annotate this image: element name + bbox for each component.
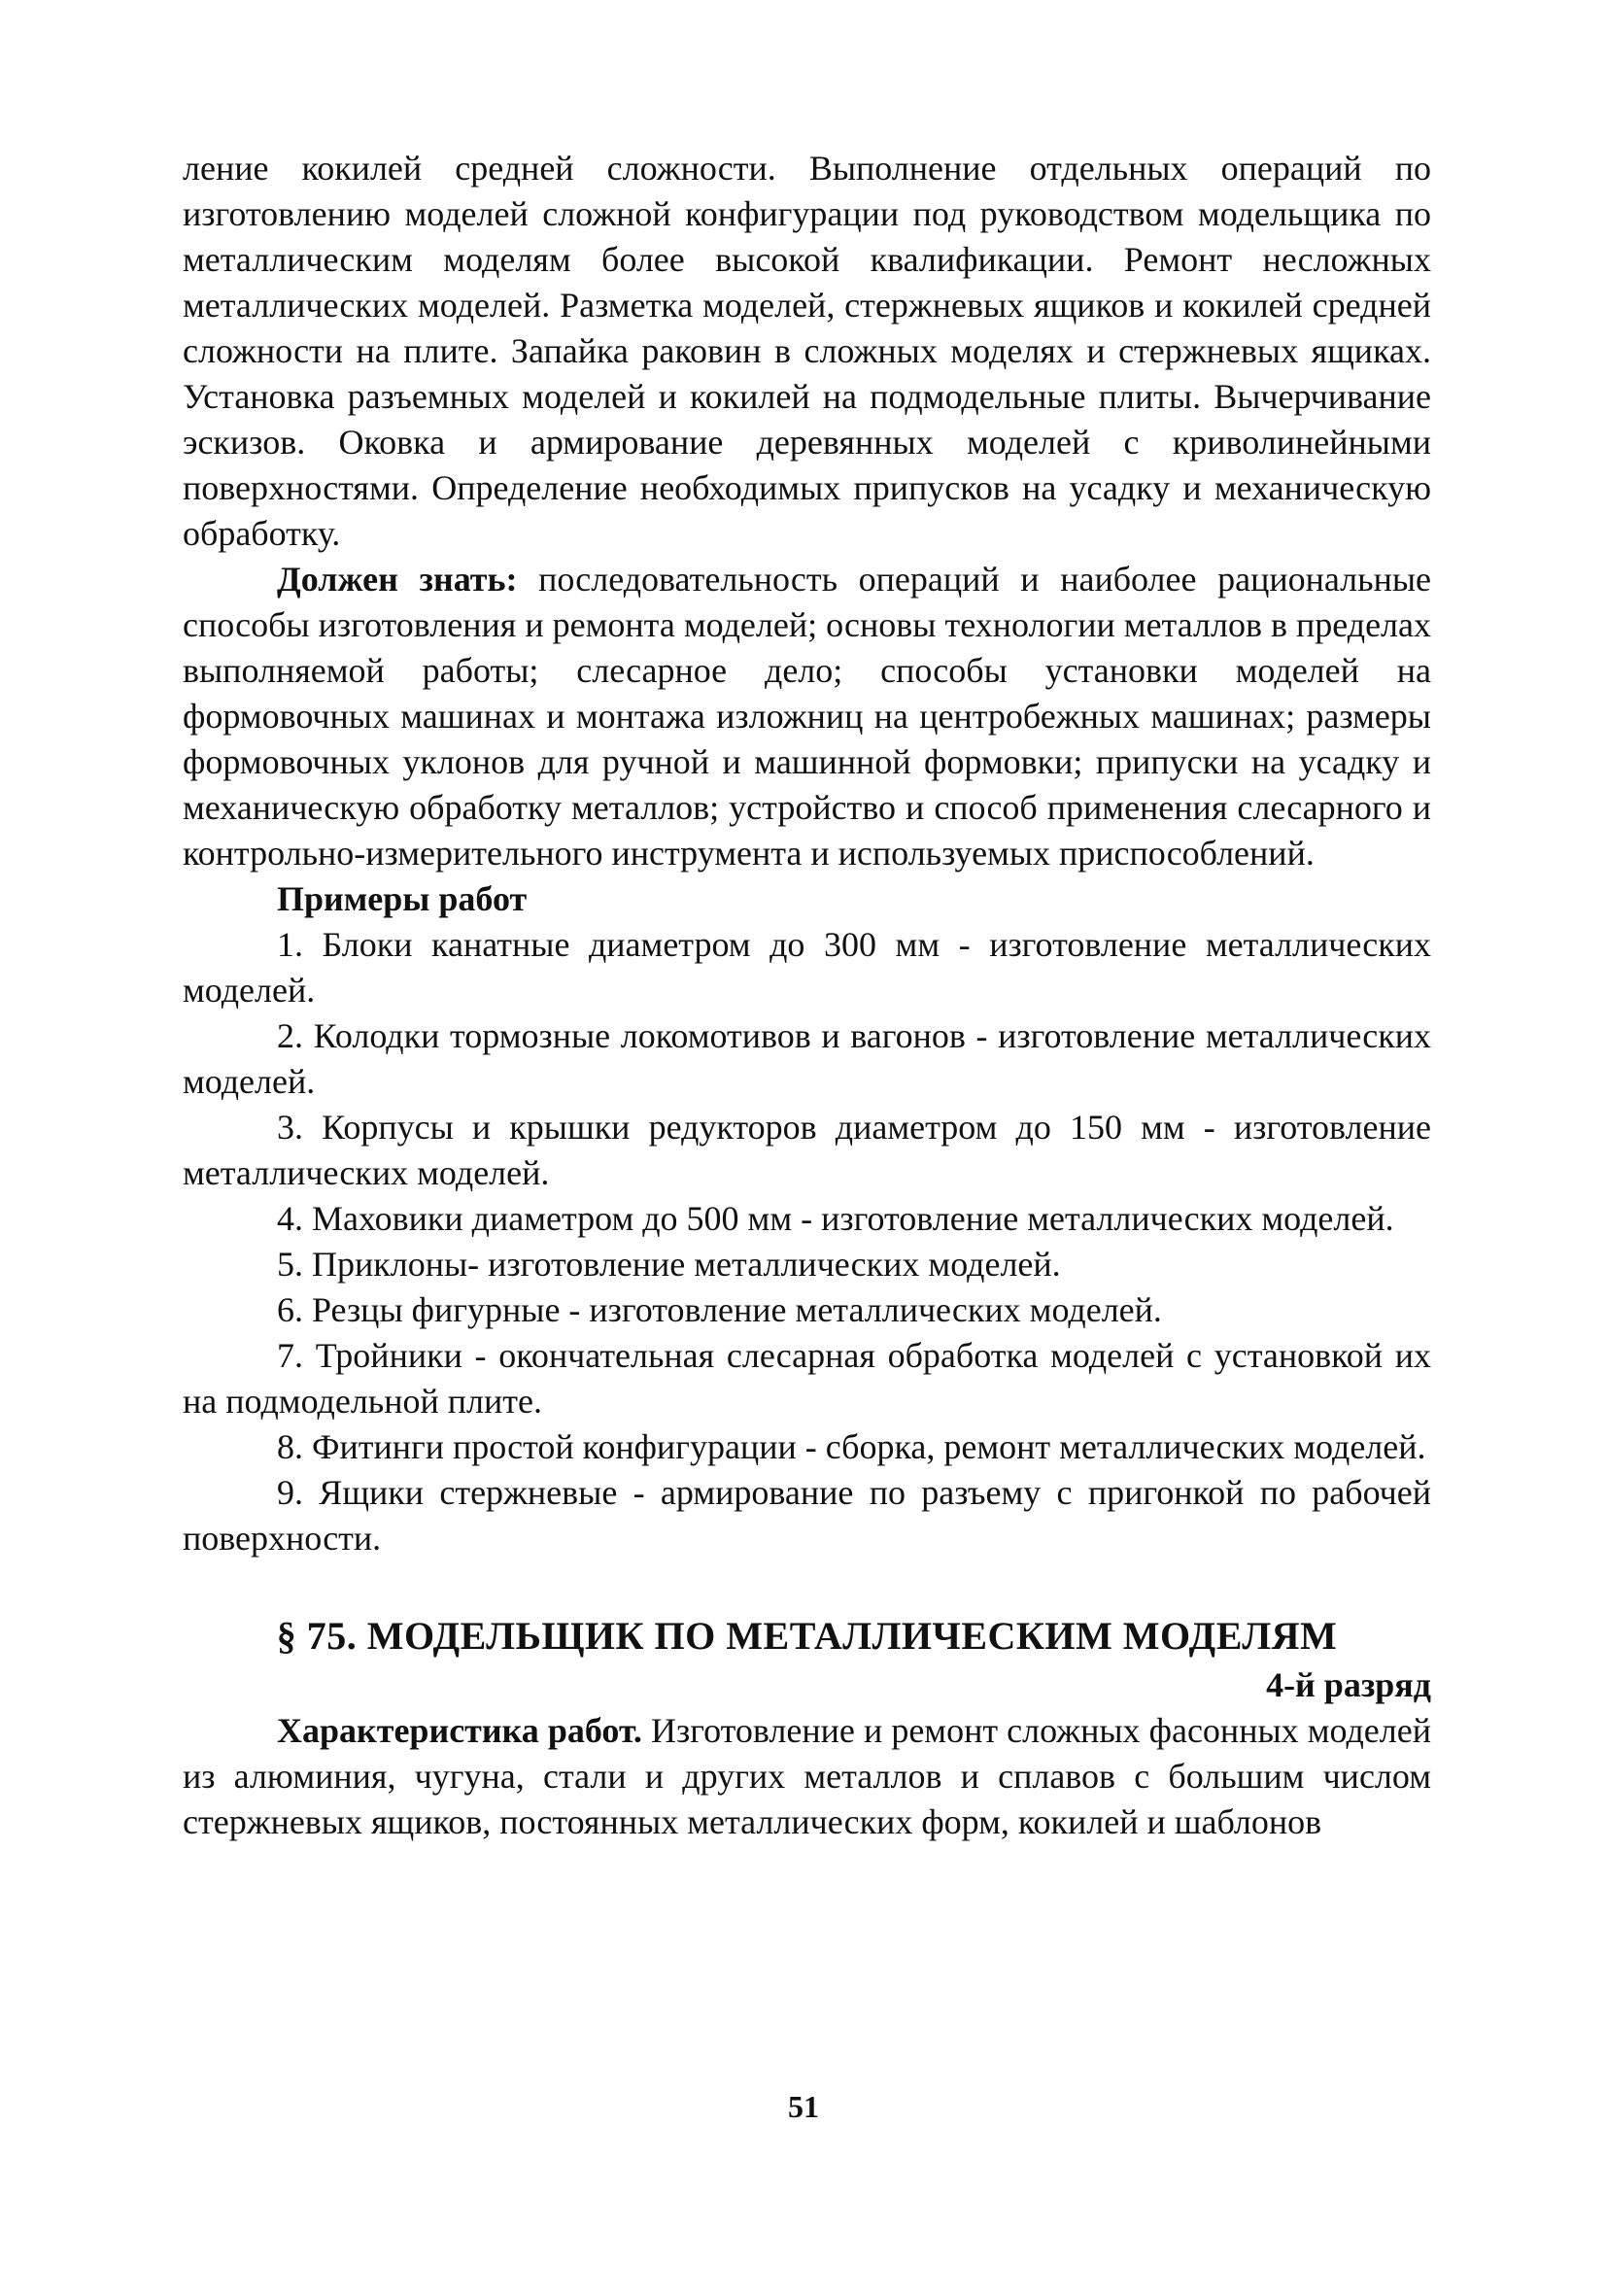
example-item-2: 2. Колодки тормозные локомотивов и вагонов - изготовление металлических моделей. [183, 1016, 1431, 1101]
examples-heading: Примеры работ [277, 879, 528, 918]
example-item-9: 9. Ящики стержневые - армирование по разъему с пригонкой по рабочей поверхности. [183, 1473, 1431, 1558]
must-know-label: Должен знать: [277, 560, 518, 599]
example-item-8: 8. Фитинги простой конфигурации - сборка, ремонт металлических моделей. [277, 1427, 1426, 1466]
characteristic-paragraph [183, 1708, 1431, 1845]
example-item-7: 7. Тройники - окончательная слесарная обработка моделей с установкой их на подмодельной плите. [183, 1336, 1431, 1421]
example-item-4: 4. Маховики диаметром до 500 мм - изготовление металлических моделей. [277, 1199, 1394, 1238]
document-page [183, 146, 1431, 1845]
section-title: § 75. МОДЕЛЬЩИК ПО МЕТАЛЛИЧЕСКИМ МОДЕЛЯМ [276, 1614, 1338, 1658]
continuation-paragraph: ление кокилей средней сложности. Выполнение отдельных операций по изготовлению моделей сложной конфигурации под руководством модельщика по металлическим моделям более высокой квалификации. Ремонт несложных металлических моделей. Разметка моделей, стержневых ящиков и кокилей средней сложности на плите. Запайка раковин в сложных моделях и стержневых ящиках. Установка разъемных моделей и кокилей на подмодельные плиты. Вычерчивание эскизов. Оковка и армирование деревянных моделей с криволинейными поверхностями. Определение необходимых припусков на усадку и механическую обработку. [183, 149, 1431, 553]
example-item-6: 6. Резцы фигурные - изготовление металлических моделей. [277, 1290, 1162, 1329]
characteristic-text: Изготовление и ремонт сложных фасонных моделей из алюминия, чугуна, стали и других металлов и сплавов с большим числом стержневых ящиков, постоянных металлических форм, кокилей и шаблонов [183, 1711, 1431, 1841]
examples-list [183, 922, 1431, 1561]
example-item-5: 5. Приклоны- изготовление металлических моделей. [277, 1245, 1061, 1284]
characteristic-label: Характеристика работ. [277, 1711, 642, 1750]
page-number: 51 [788, 2089, 819, 2124]
grade-label: 4-й разряд [1266, 1665, 1431, 1704]
must-know-text: последовательность операций и наиболее рациональные способы изготовления и ремонта моделей; основы технологии металлов в пределах выполняемой работы; слесарное дело; способы установки моделей на формовочных машинах и монтажа изложниц на центробежных машинах; размеры формовочных уклонов для ручной и машинной формовки; припуски на усадку и механическую обработку металлов; устройство и способ применения слесарного и контрольно-измерительного инструмента и используемых приспособлений. [183, 560, 1431, 873]
must-know-paragraph [183, 557, 1431, 876]
example-item-1: 1. Блоки канатные диаметром до 300 мм - изготовление металлических моделей. [183, 925, 1431, 1010]
example-item-3: 3. Корпусы и крышки редукторов диаметром до 150 мм - изготовление металлических моделей. [183, 1108, 1431, 1192]
